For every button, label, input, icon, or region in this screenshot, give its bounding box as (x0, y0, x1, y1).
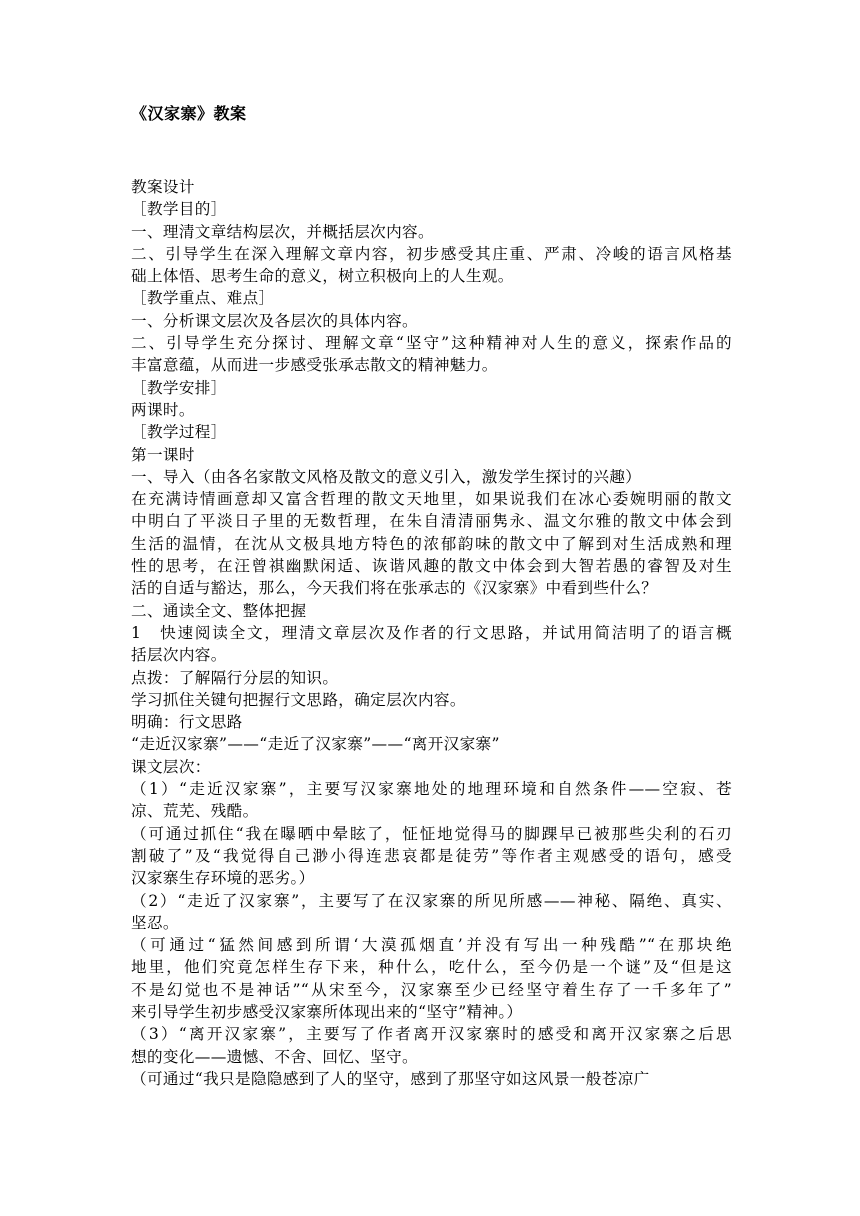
text-line: 点拨：了解隔行分层的知识。 (131, 668, 339, 687)
text-line: 括层次内容。 (131, 646, 227, 665)
document-title: 《汉家寨》教案 (131, 104, 247, 123)
text-line: 活的自适与豁达，那么，今天我们将在张承志的《汉家寨》中看到些什么？ (131, 579, 658, 598)
text-line: ［教学过程］ (131, 423, 227, 442)
document-body (131, 176, 732, 1090)
text-line: 凉、荒芜、残酷。 (131, 802, 259, 821)
text-line: “走近汉家寨”——“走近了汉家寨”——“离开汉家寨” (131, 735, 500, 754)
text-line: 来引导学生初步感受汉家寨所体现出来的“坚守”精神。） (131, 1002, 523, 1021)
text-line: 二、引导学生在深入理解文章内容，初步感受其庄重、严肃、冷峻的语言风格基 (131, 244, 732, 263)
text-line: 性的思考，在汪曾祺幽默闲适、诙谐风趣的散文中体会到大智若愚的睿智及对生 (131, 557, 732, 576)
text-line: 一、导入（由各名家散文风格及散文的意义引入，激发学生探讨的兴趣） (131, 467, 642, 486)
text-line: 第一课时 (131, 445, 195, 464)
text-line: ［教学目的］ (131, 200, 227, 219)
text-line: 两课时。 (131, 400, 195, 419)
text-line: 不是幻觉也不是神话”“从宋至今，汉家寨至少已经坚守着生存了一千多年了” (131, 980, 732, 999)
text-line: 汉家寨生存环境的恶劣。） (131, 869, 315, 888)
text-line: 丰富意蕴，从而进一步感受张承志散文的精神魅力。 (131, 356, 498, 375)
text-line: 生活的温情，在沈从文极具地方特色的浓郁韵味的散文中了解到对生活成熟和理 (131, 534, 732, 553)
text-line: ［教学重点、难点］ (131, 289, 275, 308)
text-line: 课文层次： (131, 757, 211, 776)
text-line: （可通过抓住“我在曝晒中晕眩了，怔怔地觉得马的脚踝早已被那些尖利的石刃 (131, 824, 732, 843)
text-line: 地里，他们究竟怎样生存下来，种什么，吃什么，至今仍是一个谜”及“但是这 (131, 958, 732, 977)
text-line: 1 快速阅读全文，理清文章层次及作者的行文思路，并试用简洁明了的语言概 (131, 623, 732, 642)
text-line: ［教学安排］ (131, 378, 227, 397)
text-line: 想的变化——遗憾、不舍、回忆、坚守。 (131, 1047, 418, 1066)
text-line: 一、理清文章结构层次，并概括层次内容。 (131, 222, 434, 241)
text-line: 割破了”及“我觉得自己渺小得连悲哀都是徒劳”等作者主观感受的语句，感受 (131, 846, 732, 865)
text-line: 明确：行文思路 (131, 713, 243, 732)
text-line: （3）“离开汉家寨”，主要写了作者离开汉家寨时的感受和离开汉家寨之后思 (131, 1025, 732, 1044)
text-line: （可通过“猛然间感到所谓‘大漠孤烟直’并没有写出一种残酷”“在那块绝 (131, 936, 732, 955)
text-line: （可通过“我只是隐隐感到了人的坚守，感到了那坚守如这风景一般苍凉广 (131, 1069, 650, 1088)
text-line: 二、引导学生充分探讨、理解文章“坚守”这种精神对人生的意义，探索作品的 (131, 334, 732, 353)
text-line: 二、通读全文、整体把握 (131, 601, 307, 620)
text-line: 教案设计 (131, 178, 195, 196)
text-line: 在充满诗情画意却又富含哲理的散文天地里，如果说我们在冰心委婉明丽的散文 (131, 490, 732, 509)
text-line: （1）“走近汉家寨”，主要写汉家寨地处的地理环境和自然条件——空寂、苍 (131, 780, 732, 799)
text-line: 学习抓住关键句把握行文思路，确定层次内容。 (131, 690, 466, 709)
text-line: 一、分析课文层次及各层次的具体内容。 (131, 311, 418, 330)
text-line: 础上体悟、思考生命的意义，树立积极向上的人生观。 (131, 267, 514, 286)
text-line: 中明白了平淡日子里的无数哲理，在朱自清清丽隽永、温文尔雅的散文中体会到 (131, 512, 732, 531)
text-line: 坚忍。 (131, 913, 179, 932)
text-line: （2）“走近了汉家寨”，主要写了在汉家寨的所见所感——神秘、隔绝、真实、 (131, 891, 732, 910)
